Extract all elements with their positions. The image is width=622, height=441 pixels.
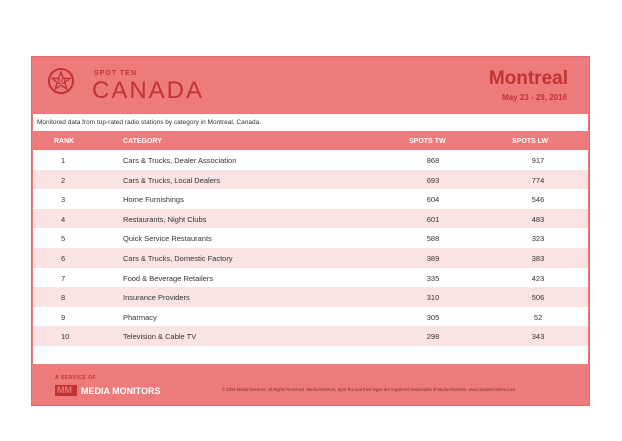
spot-ten-card	[31, 56, 590, 406]
spots-lw-cell: 917	[531, 156, 545, 165]
rank-cell: 1	[61, 156, 66, 165]
city-title: Montreal	[488, 68, 568, 89]
category-cell: Cars & Trucks, Domestic Factory	[123, 253, 233, 263]
media-monitors-logo-icon	[55, 385, 77, 396]
rank-cell: 4	[61, 214, 66, 224]
table-row	[33, 189, 588, 209]
card-header	[32, 57, 589, 111]
rank-cell: 7	[61, 273, 66, 283]
logo-text: MEDIA MONITORS	[81, 386, 161, 396]
spots-tw-cell: 310	[426, 293, 440, 303]
category-cell: Insurance Providers	[123, 293, 190, 303]
spots-tw-cell: 868	[426, 156, 440, 165]
spots-tw-cell: 588	[426, 234, 440, 244]
table-row	[33, 228, 588, 248]
spots-lw-cell: 343	[531, 332, 545, 342]
category-cell: Home Furnishings	[123, 195, 184, 205]
category-cell: Television & Cable TV	[123, 332, 197, 342]
spots-tw-cell: 389	[426, 253, 440, 263]
service-label: A SERVICE OF	[55, 375, 97, 381]
table-row	[33, 307, 588, 327]
table-body	[33, 150, 588, 364]
category-cell: Cars & Trucks, Dealer Association	[123, 156, 237, 165]
column-header-spots-lw: SPOTS LW	[512, 138, 549, 145]
badge-number: 10	[56, 77, 66, 86]
column-header-spots-tw: SPOTS TW	[409, 138, 446, 145]
rank-cell: 10	[61, 332, 70, 342]
table-row	[33, 248, 588, 268]
table-row	[33, 287, 588, 307]
spots-lw-cell: 52	[533, 312, 543, 322]
spots-lw-cell: 774	[531, 175, 545, 185]
spots-tw-cell: 298	[426, 332, 440, 342]
spots-tw-cell: 693	[426, 175, 440, 185]
table-row	[33, 170, 588, 190]
category-cell: Pharmacy	[123, 312, 157, 322]
logo-mark-text: MM	[57, 385, 72, 395]
spots-tw-cell: 604	[426, 195, 440, 205]
spots-lw-cell: 323	[531, 234, 545, 244]
spots-lw-cell: 383	[531, 253, 545, 263]
spots-lw-cell: 546	[531, 195, 545, 205]
spots-lw-cell: 423	[531, 273, 545, 283]
spots-tw-cell: 601	[426, 214, 440, 224]
rank-cell: 9	[61, 312, 66, 322]
category-cell: Food & Beverage Retailers	[123, 273, 214, 283]
category-cell: Cars & Trucks, Local Dealers	[123, 175, 221, 185]
category-cell: Quick Service Restaurants	[123, 234, 212, 244]
category-cell: Restaurants, Night Clubs	[123, 214, 207, 224]
rank-cell: 8	[61, 293, 66, 303]
copyright-text: © 2016 Media Monitors. All Rights Reserved. Media Monitors, Spot Ten and their logos are registered trademarks of Media Monitors. www.mediamonitors.com	[222, 387, 516, 392]
rank-cell: 5	[61, 234, 66, 244]
spots-lw-cell: 483	[531, 214, 545, 224]
rank-cell: 3	[61, 195, 66, 205]
rank-cell: 2	[61, 175, 66, 185]
spots-lw-cell: 506	[531, 293, 545, 303]
brand-subtitle: SPOT TEN	[94, 70, 138, 77]
rank-cell: 6	[61, 253, 66, 263]
spots-tw-cell: 305	[426, 312, 440, 322]
column-header-category: CATEGORY	[123, 138, 162, 145]
table-header	[32, 135, 589, 149]
brand-title: CANADA	[92, 77, 205, 104]
spots-tw-cell: 335	[426, 273, 440, 283]
column-header-rank: RANK	[54, 138, 75, 145]
date-range: May 23 - 29, 2016	[502, 93, 567, 102]
star-badge-icon	[48, 68, 74, 94]
table-row	[33, 209, 588, 229]
table-row	[33, 268, 588, 288]
table-row	[33, 150, 588, 170]
table-row	[33, 326, 588, 346]
description-bar: Monitored data from top-rated radio stations by category in Montreal, Canada.	[33, 114, 588, 131]
table-row-empty	[33, 346, 588, 364]
